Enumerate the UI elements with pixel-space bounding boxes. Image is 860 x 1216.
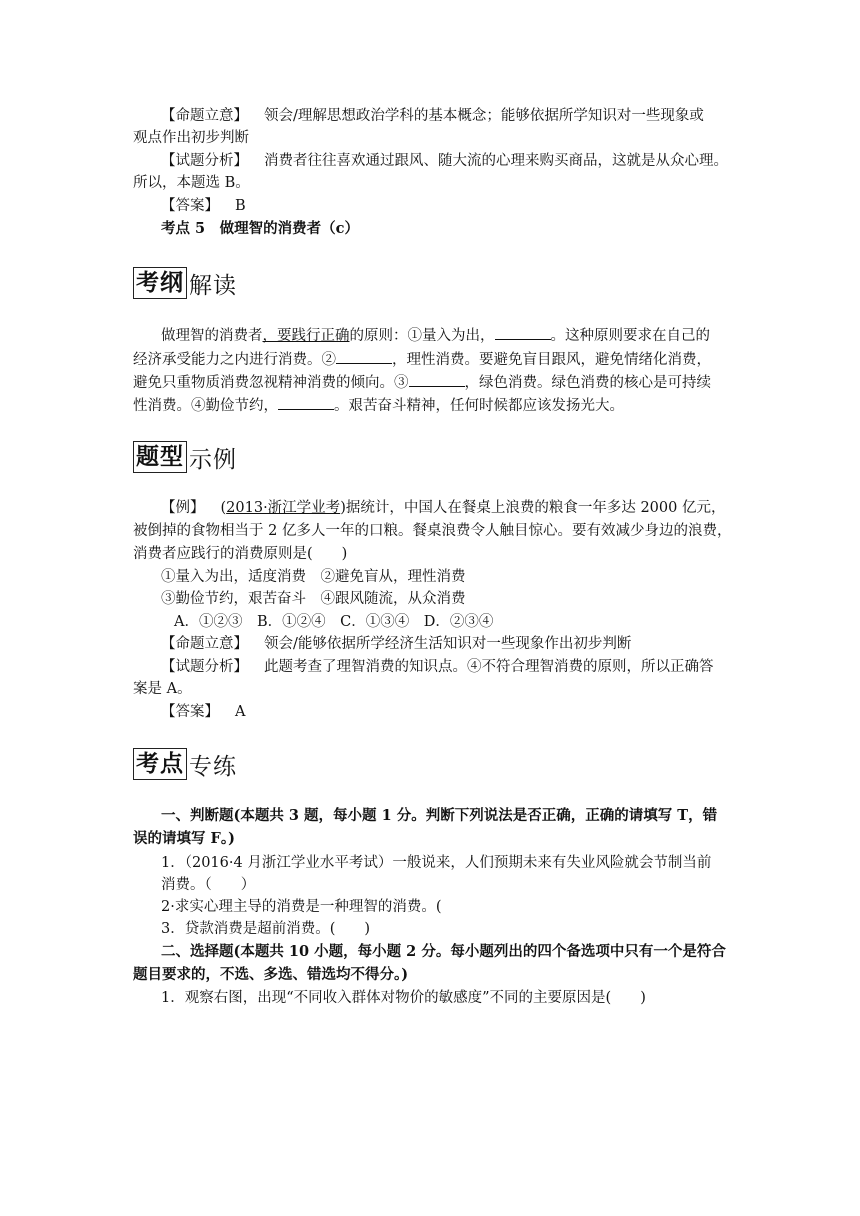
section-heading-tixing <box>133 439 237 475</box>
mingti-text: 领会/能够依据所学经济生活知识对一些现象作出初步判断 <box>264 636 632 652</box>
example-line-2: 被倒掉的食物相当于 2 亿多人一年的口粮。餐桌浪费令人触目惊心。要有效减少身边的浪费， <box>133 523 732 539</box>
choice-question-1: 1．观察右图，出现“不同收入群体对物价的敏感度”不同的主要原因是( ) <box>161 990 646 1006</box>
kaogang-line-2 <box>133 349 711 370</box>
section-heading-kaodian <box>133 746 237 782</box>
example-answer-line <box>161 702 245 722</box>
example-fenxi-line-2: 案是 A。 <box>133 681 192 697</box>
kaogang-text: 性消费。④勤俭节约， <box>133 398 278 414</box>
example-line-1: 【例】 (2013·浙江学业考)据统计，中国人在餐桌上浪费的粮食一年多达 2000 亿元， <box>161 500 726 516</box>
fenxi-line-1 <box>161 151 728 171</box>
section-heading-rest: 专练 <box>189 753 237 780</box>
kaogang-text: 的原则：①量入为出， <box>349 328 495 344</box>
section-boxed-label: 考纲 <box>133 267 187 299</box>
fenxi-text: 消费者往往喜欢通过跟风、随大流的心理来购买商品，这就是从众心理。 <box>264 153 728 169</box>
fenxi-text: 此题考查了理智消费的知识点。④不符合理智消费的原则，所以正确答 <box>264 659 714 675</box>
section-boxed-label: 题型 <box>133 441 187 473</box>
kaogang-text: ，绿色消费。绿色消费的核心是可持续 <box>464 375 711 391</box>
question-3: 3．贷款消费是超前消费。( ) <box>161 921 371 937</box>
example-text: )据统计，中国人在餐桌上浪费的粮食一年多达 2000 亿元， <box>340 500 726 516</box>
question-1-line-1: 1．（2016·4 月浙江学业水平考试）一般说来，人们预期未来有失业风险就会节制当前 <box>161 855 712 871</box>
example-choices: A．①②③ B．①②④ C．①③④ D．②③④ <box>174 614 494 630</box>
mingti-line-2: 观点作出初步判断 <box>133 130 249 146</box>
answer-label: 【答案】 <box>161 198 219 214</box>
mingti-line-1 <box>161 106 704 126</box>
kaogang-text: 做理智的消费者 <box>161 328 263 344</box>
example-fenxi-line-1 <box>161 657 714 677</box>
part1-heading-line-2: 误的请填写 F。) <box>133 830 235 847</box>
kaogang-line-1 <box>161 325 710 346</box>
section-heading-kaogang <box>133 265 237 301</box>
fill-blank <box>409 372 465 387</box>
example-option-line-2: ③勤俭节约，艰苦奋斗 ④跟风随流，从众消费 <box>161 591 466 607</box>
fenxi-label: 【试题分析】 <box>161 659 248 675</box>
mingti-label: 【命题立意】 <box>161 636 248 652</box>
part2-heading-line-1: 二、选择题(本题共 10 小题，每小题 2 分。每小题列出的四个备选项中只有一个是符合 <box>161 943 726 960</box>
section-heading-rest: 解读 <box>189 272 237 299</box>
fill-blank <box>278 395 334 410</box>
question-2: 2·求实心理主导的消费是一种理智的消费。( <box>161 899 442 915</box>
kaogang-underlined: ，要践行正确 <box>262 328 350 344</box>
answer-line <box>161 196 246 216</box>
kaogang-text: 经济承受能力之内进行消费。② <box>133 352 336 368</box>
answer-value: A <box>235 704 246 720</box>
fenxi-label: 【试题分析】 <box>161 153 248 169</box>
fenxi-line-2: 所以，本题选 B。 <box>133 175 250 191</box>
example-line-3: 消费者应践行的消费原则是( ) <box>133 546 348 562</box>
kaogang-text: 避免只重物质消费忽视精神消费的倾向。③ <box>133 375 409 391</box>
example-option-line-1: ①量入为出，适度消费 ②避免盲从，理性消费 <box>161 569 466 585</box>
kaodian-title: 考点 5 做理智的消费者（c） <box>161 220 359 237</box>
fill-blank <box>336 349 392 364</box>
section-boxed-label: 考点 <box>133 748 187 780</box>
mingti-text: 领会/理解思想政治学科的基本概念；能够依据所学知识对一些现象或 <box>264 108 704 124</box>
kaogang-line-4 <box>133 395 624 416</box>
answer-label: 【答案】 <box>161 704 219 720</box>
mingti-label: 【命题立意】 <box>161 108 248 124</box>
part1-heading-line-1: 一、判断题(本题共 3 题，每小题 1 分。判断下列说法是否正确，正确的请填写 T，错 <box>161 807 718 824</box>
fill-blank <box>495 325 551 340</box>
example-label: 【例】 <box>161 500 205 516</box>
section-heading-rest: 示例 <box>189 446 237 473</box>
example-source: 2013·浙江学业考 <box>226 500 341 516</box>
answer-value: B <box>235 198 246 214</box>
part2-heading-line-2: 题目要求的，不选、多选、错选均不得分。) <box>133 966 409 983</box>
kaogang-line-3 <box>133 372 711 393</box>
kaogang-text: 。艰苦奋斗精神，任何时候都应该发扬光大。 <box>334 398 624 414</box>
question-1-line-2: 消费。（ ） <box>161 877 256 893</box>
example-mingti-line <box>161 634 631 654</box>
kaogang-text: 。这种原则要求在自己的 <box>550 328 710 344</box>
kaogang-text: ，理性消费。要避免盲目跟风，避免情绪化消费， <box>392 352 711 368</box>
